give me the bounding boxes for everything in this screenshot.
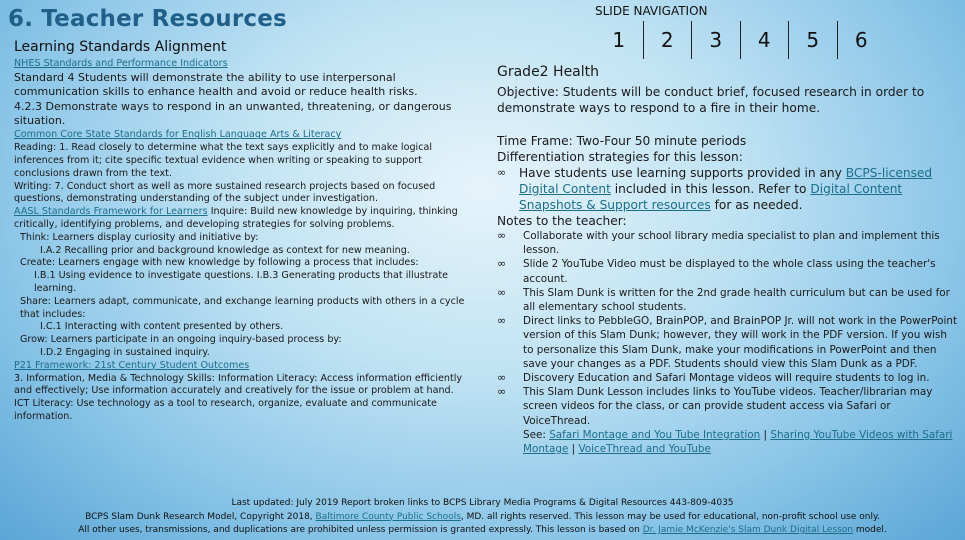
ccss-link[interactable]: Common Core State Standards for English Language Arts & Literacy [14, 129, 342, 141]
slide-link-2[interactable]: 2 [644, 21, 693, 59]
p21-framework-link[interactable]: P21 Framework: 21st Century Student Outcomes [14, 359, 250, 371]
slide-link-4[interactable]: 4 [741, 21, 790, 59]
slide-link-1[interactable]: 1 [595, 21, 644, 59]
footer-permissions-line: All other uses, transmissions, and duplications are prohibited unless permission is granted expressly. This lesson is based on Dr. Jamie McKenzie's Slam Dunk Digital Lesson model. [78, 525, 887, 535]
note-item: ∞ This Slam Dunk Lesson includes links to YouTube videos. Teacher/librarian may screen videos for the class, or can provide student access via Safari or VoiceThread. See: Safari Montage and You Tube Integration | Sharing YouTube Videos with Safari Montage | VoiceThread and YouTube [497, 385, 953, 456]
infinity-bullet-icon: ∞ [497, 257, 507, 271]
footer-update-line: Last updated: July 2019 Report broken links to BCPS Library Media Programs & Digital Resources 443-809-4035 [231, 498, 734, 508]
infinity-bullet-icon: ∞ [497, 166, 507, 179]
slide-link-6[interactable]: 6 [854, 28, 868, 52]
aasl-link[interactable]: AASL Standards Framework for Learners [14, 206, 208, 218]
aasl-grow: Grow: Learners participate in an ongoing inquiry-based process by: [20, 334, 342, 346]
slide-navigation [595, 21, 885, 59]
page-subtitle: Learning Standards Alignment [14, 39, 227, 55]
ccss-writing: Writing: 7. Conduct short as well as more sustained research projects based on focused questions, demonstrating understanding of the subject under investigation. [14, 180, 436, 205]
notes-list [497, 229, 960, 456]
infinity-bullet-icon: ∞ [497, 385, 507, 399]
time-frame: Time Frame: Two-Four 50 minute periods [497, 134, 747, 148]
notes-heading: Notes to the teacher: [497, 214, 627, 228]
grade-heading: Grade2 Health [497, 64, 600, 80]
lesson-notes-column [497, 64, 960, 456]
nhes-indicator-text: 4.2.3 Demonstrate ways to respond in an unwanted, threatening, or dangerous situation. [14, 99, 452, 128]
differentiation-item: ∞ Have students use learning supports provided in any BCPS-licensed Digital Content included in this lesson. Refer to Digital Content Snapshots & Support resources for as needed. [497, 166, 933, 212]
ccss-reading: Reading: 1. Read closely to determine what the text says explicitly and to make logical inferences from it; cite specific textual evidence when writing or speaking to support conclusions drawn from the text. [14, 142, 433, 179]
safari-youtube-integration-link[interactable]: Safari Montage and You Tube Integration [549, 428, 761, 441]
note-item: ∞ Collaborate with your school library media specialist to plan and implement this lesson. [497, 229, 940, 257]
ict-literacy: ICT Literacy: Use technology as a tool to research, organize, evaluate and communicate information. [14, 398, 437, 422]
standards-column [14, 58, 476, 424]
aasl-inquire-text: Inquire: Build new knowledge by inquiring, thinking critically, identifying problems, and developing strategies for solving problems. [14, 206, 458, 230]
aasl-create-indicator: I.B.1 Using evidence to investigate questions. I.B.3 Generating products that illustrate learning. [34, 270, 449, 294]
voicethread-youtube-link[interactable]: VoiceThread and YouTube [578, 443, 711, 456]
infinity-bullet-icon: ∞ [497, 314, 507, 328]
slide-navigation-label: SLIDE NAVIGATION [595, 4, 708, 18]
note-item: ∞ Discovery Education and Safari Montage videos will require students to log in. [497, 371, 930, 385]
footer [0, 497, 965, 538]
footer-copyright-line: BCPS Slam Dunk Research Model, Copyright 2018, Baltimore County Public Schools, MD. all rights reserved. This lesson may be used for educational, non-profit school use only. [85, 511, 880, 522]
objective-text: Objective: Students will be conduct brief, focused research in order to demonstrate ways to respond to a fire in their home. [497, 85, 925, 115]
infinity-bullet-icon: ∞ [497, 285, 507, 299]
slide-link-3[interactable]: 3 [692, 21, 741, 59]
see-label: See: [523, 428, 550, 441]
note-item: ∞ Slide 2 YouTube Video must be displayed to the whole class using the teacher's account. [497, 257, 936, 285]
infinity-bullet-icon: ∞ [497, 229, 507, 242]
bcps-digital-content-link[interactable]: BCPS-licensed Digital Content [519, 166, 933, 196]
p21-info-literacy: 3. Information, Media & Technology Skills: Information Literacy: Access information efficiently and effectively; Use information accurately and creatively for the issue or problem at hand. [14, 372, 463, 397]
infinity-bullet-icon: ∞ [497, 371, 507, 385]
digital-content-snapshots-link[interactable]: Digital Content Snapshots & Support resources [519, 182, 903, 212]
aasl-think: Think: Learners display curiosity and initiative by: [20, 231, 259, 243]
differentiation-heading: Differentiation strategies for this lesson: [497, 150, 743, 164]
note-item: ∞ Direct links to PebbleGO, BrainPOP, and BrainPOP Jr. will not work in the PowerPoint version of this Slam Dunk; however, they will work in the PDF version. If you wish to personalize this Slam Dunk, make your modifications in PowerPoint and then save your changes as a PDF. Students should view this Slam Dunk as a PDF. [497, 314, 958, 370]
aasl-share: Share: Learners adapt, communicate, and exchange learning products with others in a cycle that includes: [20, 295, 465, 320]
slide-link-5[interactable]: 5 [789, 21, 838, 59]
bcps-link[interactable]: Baltimore County Public Schools [315, 511, 461, 522]
sharing-youtube-safari-link[interactable]: Sharing YouTube Videos with Safari Montage [523, 428, 953, 456]
aasl-share-indicator: I.C.1 Interacting with content presented by others. [40, 321, 284, 333]
nhes-standards-link[interactable]: NHES Standards and Performance Indicators [14, 58, 228, 69]
mckenzie-slam-dunk-link[interactable]: Dr. Jamie McKenzie's Slam Dunk Digital Lesson [642, 525, 854, 535]
nhes-standard-text: Standard 4 Students will demonstrate the ability to use interpersonal communication skills to enhance health and avoid or reduce health risks. [14, 70, 418, 99]
aasl-grow-indicator: I.D.2 Engaging in sustained inquiry. [40, 346, 210, 358]
aasl-create: Create: Learners engage with new knowledge by following a process that includes: [20, 257, 419, 269]
page-title: 6. Teacher Resources [8, 6, 287, 32]
note-item: ∞ This Slam Dunk is written for the 2nd grade health curriculum but can be used for all elementary school students. [497, 285, 950, 314]
aasl-think-indicator: I.A.2 Recalling prior and background knowledge as context for new meaning. [40, 244, 410, 256]
